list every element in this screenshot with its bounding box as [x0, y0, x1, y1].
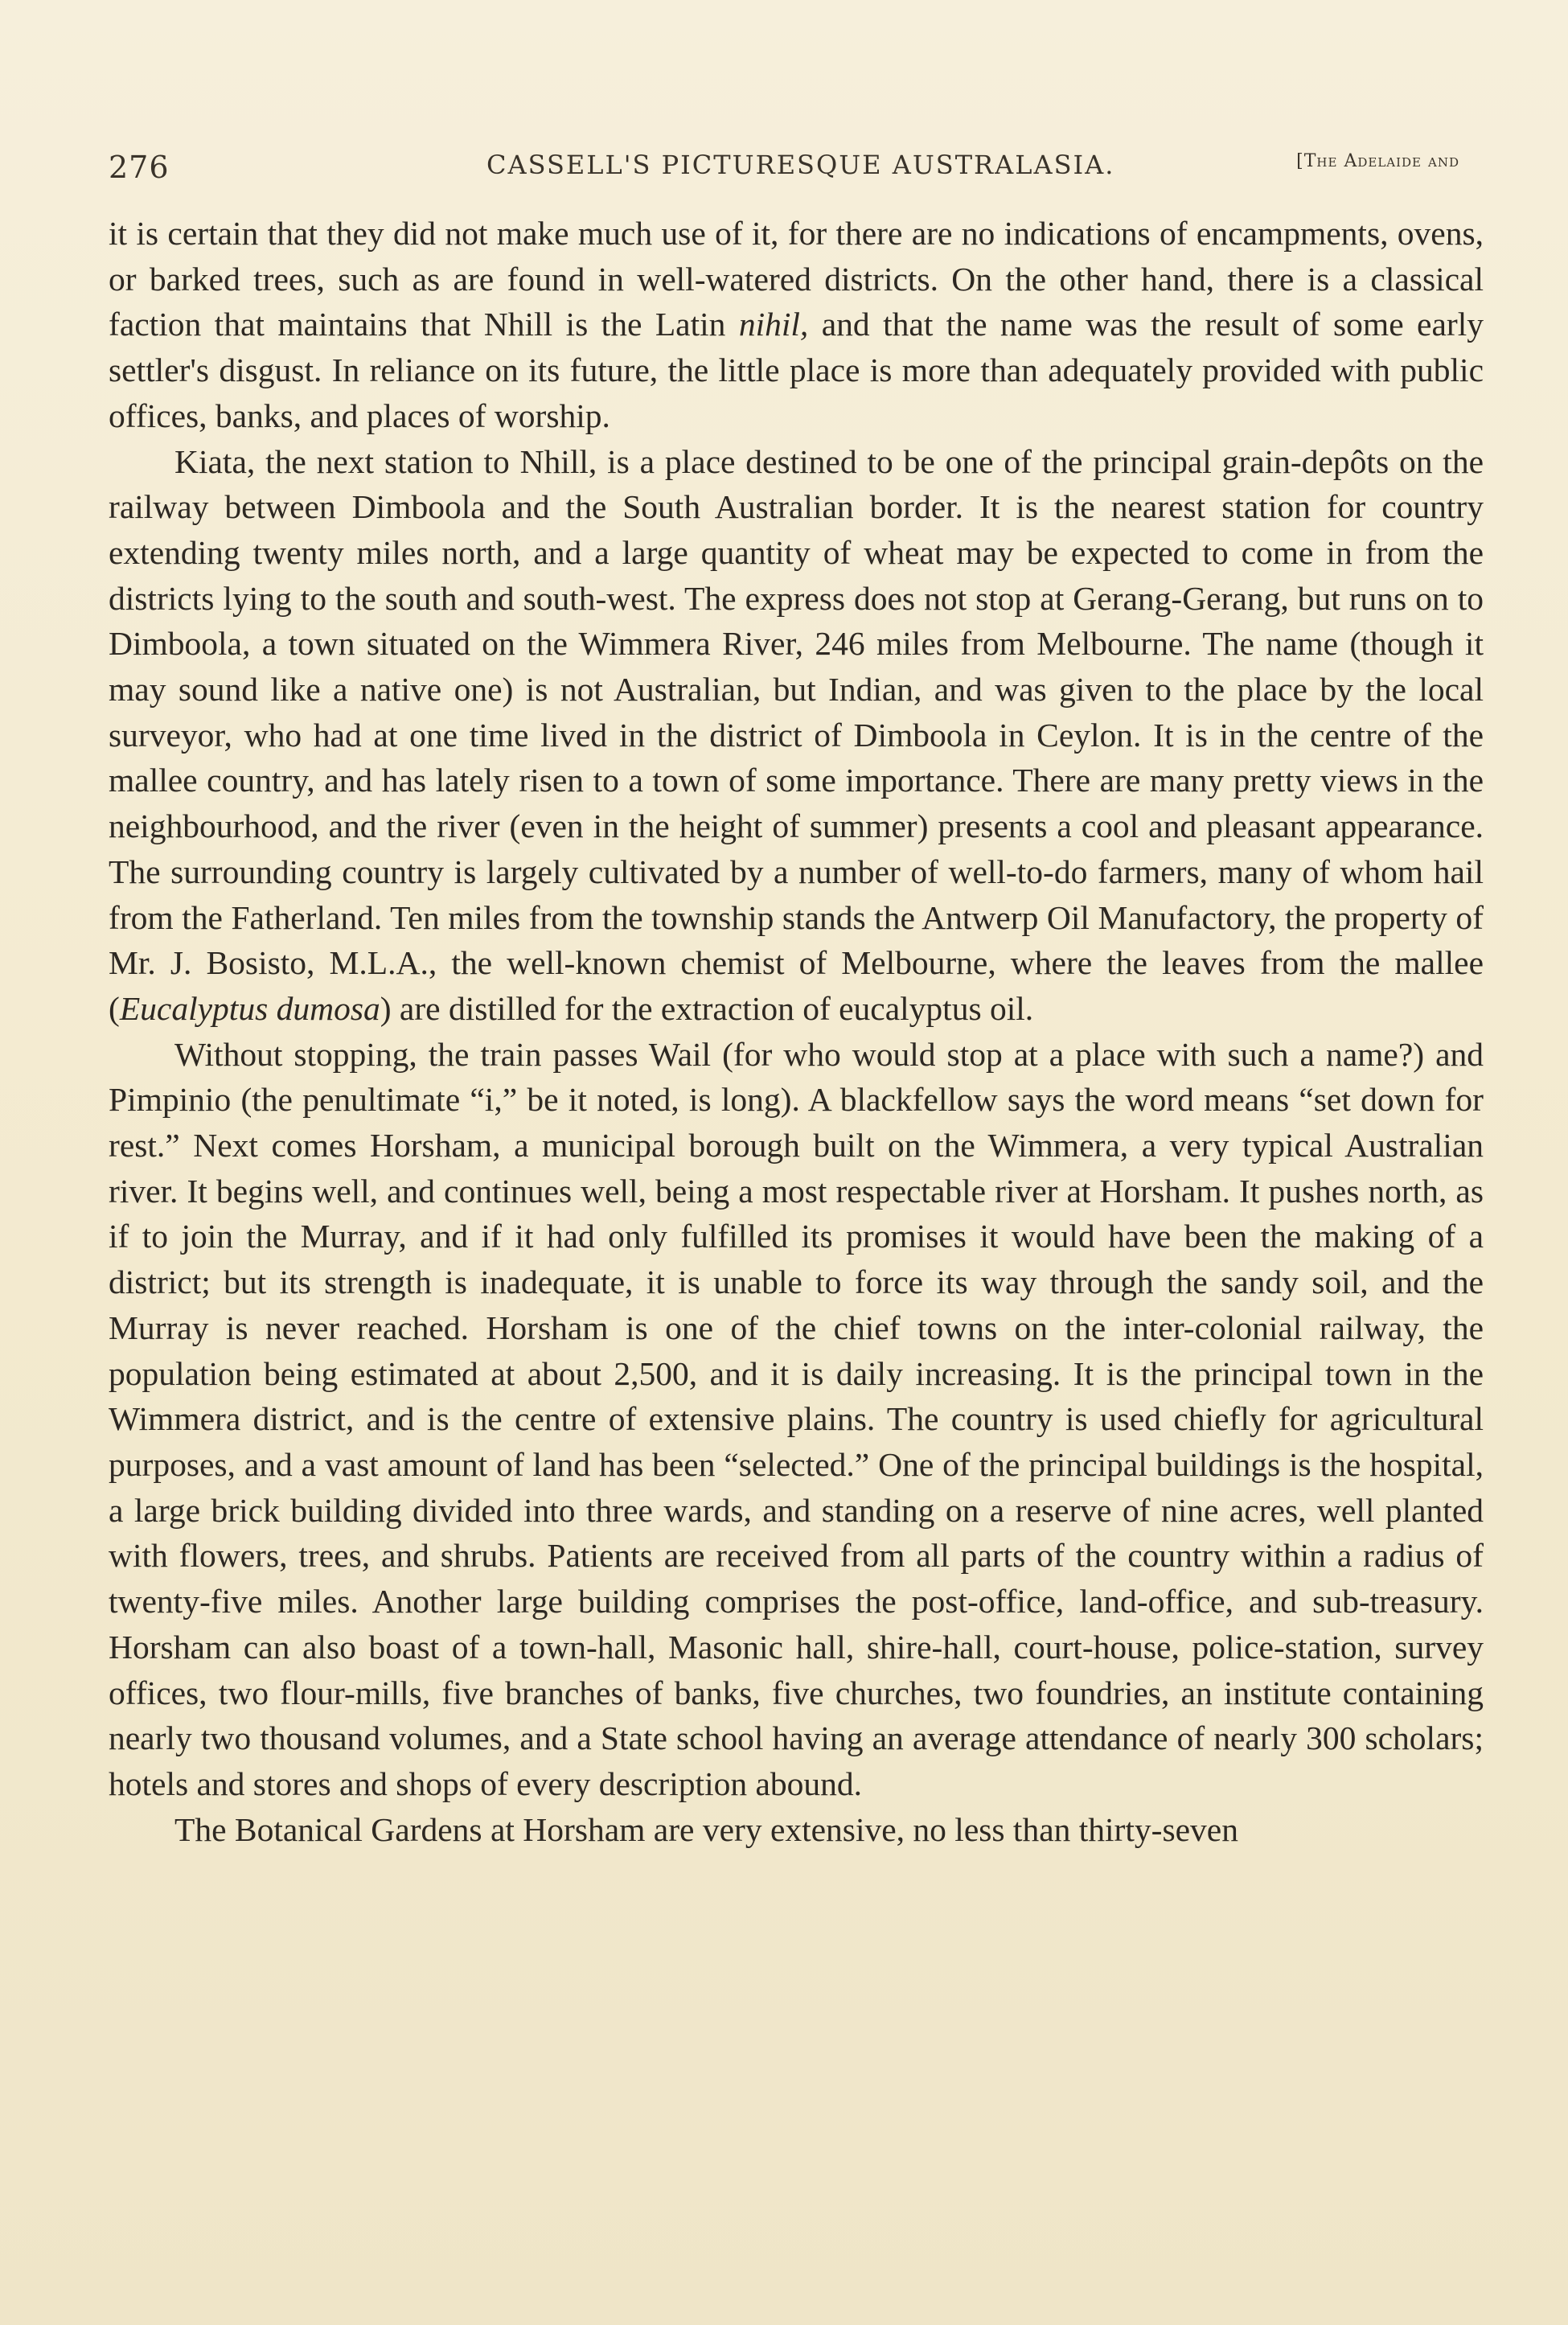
- italic-text-run: Eucalyptus dumosa: [119, 989, 380, 1027]
- text-run: The Botanical Gardens at Horsham are very extensive, no less than thirty-seven: [174, 1810, 1238, 1848]
- text-run: Without stopping, the train passes Wail (for who would stop at a place with such a name?) and Pimpinio (the penultimate “i,” be it noted, is long). A blackfellow says the word means “set down for rest.” Next comes Horsham, a municipal borough built on the Wimmera, a very typical Australian river. It begins well, and continues well, being a most respectable river at Horsham. It pushes north, as if to join the Murray, and if it had only fulfilled its promises it would have been the making of a district; but its strength is inadequate, it is unable to force its way through the sandy soil, and the Murray is never reached. Horsham is one of the chief towns on the inter-colonial railway, the population being estimated at about 2,500, and it is daily increasing. It is the principal town in the Wimmera district, and is the centre of extensive plains. The country is used chiefly for agricultural purposes, and a vast amount of land has been “selected.” One of the principal buildings is the hospital, a large brick building divided into three wards, and standing on a reserve of nine acres, well planted with flowers, trees, and shrubs. Patients are received from all parts of the country within a radius of twenty-five miles. Another large building comprises the post-office, land-office, and sub-treasury. Horsham can also boast of a town-hall, Masonic hall, shire-hall, court-house, police-station, survey offices, two flour-mills, five branches of banks, five churches, two foundries, an institute containing nearly two thousand volumes, and a State school having an average attendance of nearly 300 scholars; hotels and stores and shops of every description abound.: [109, 1035, 1484, 1802]
- text-run: Kiata, the next station to Nhill, is a place destined to be one of the principal grain-depôts on the railway between Dimboola and the South Australian border. It is the nearest station for country extending twenty miles north, and a large quantity of wheat may be expected to come in from the districts lying to the south and south-west. The express does not stop at Gerang-Gerang, but runs on to Dimboola, a town situated on the Wimmera River, 246 miles from Melbourne. The name (though it may sound like a native one) is not Australian, but Indian, and was given to the place by the local surveyor, who had at one time lived in the district of Dimboola in Ceylon. It is in the centre of the mallee country, and has lately risen to a town of some importance. There are many pretty views in the neighbourhood, and the river (even in the height of summer) presents a cool and pleasant appearance. The surrounding country is largely cultivated by a number of well-to-do farmers, many of whom hail from the Fatherland. Ten miles from the township stands the Antwerp Oil Manufactory, the property of Mr. J. Bosisto, M.L.A., the well-known chemist of Melbourne, where the leaves from the mallee (: [109, 442, 1484, 1027]
- paragraph-3: [109, 1032, 1484, 1807]
- body-text: [109, 211, 1484, 1852]
- paragraph-4: [109, 1807, 1484, 1853]
- page-header: [109, 145, 1459, 185]
- text-run: and that the name was the result of some early settler's disgust. In reliance on its future, the little place is more than adequately provided with public offices, banks, and places of worship.: [109, 306, 1484, 434]
- text-run: ) are distilled for the extraction of eucalyptus oil.: [380, 989, 1034, 1027]
- paragraph-2: [109, 439, 1484, 1032]
- page-number: 276: [109, 150, 170, 185]
- text-run: it is certain that they did not make much use of it, for there are no indications of encampments, ovens, or barked trees, such as are found in well-watered districts. On the other hand, there is a classical faction that maintains that Nhill is the Latin: [109, 215, 1484, 343]
- paragraph-1: [109, 211, 1484, 439]
- section-reference: [The Adelaide and: [1296, 151, 1459, 171]
- italic-text-run: nihil,: [738, 306, 809, 343]
- running-title: CASSELL'S PICTURESQUE AUSTRALASIA.: [486, 150, 1115, 180]
